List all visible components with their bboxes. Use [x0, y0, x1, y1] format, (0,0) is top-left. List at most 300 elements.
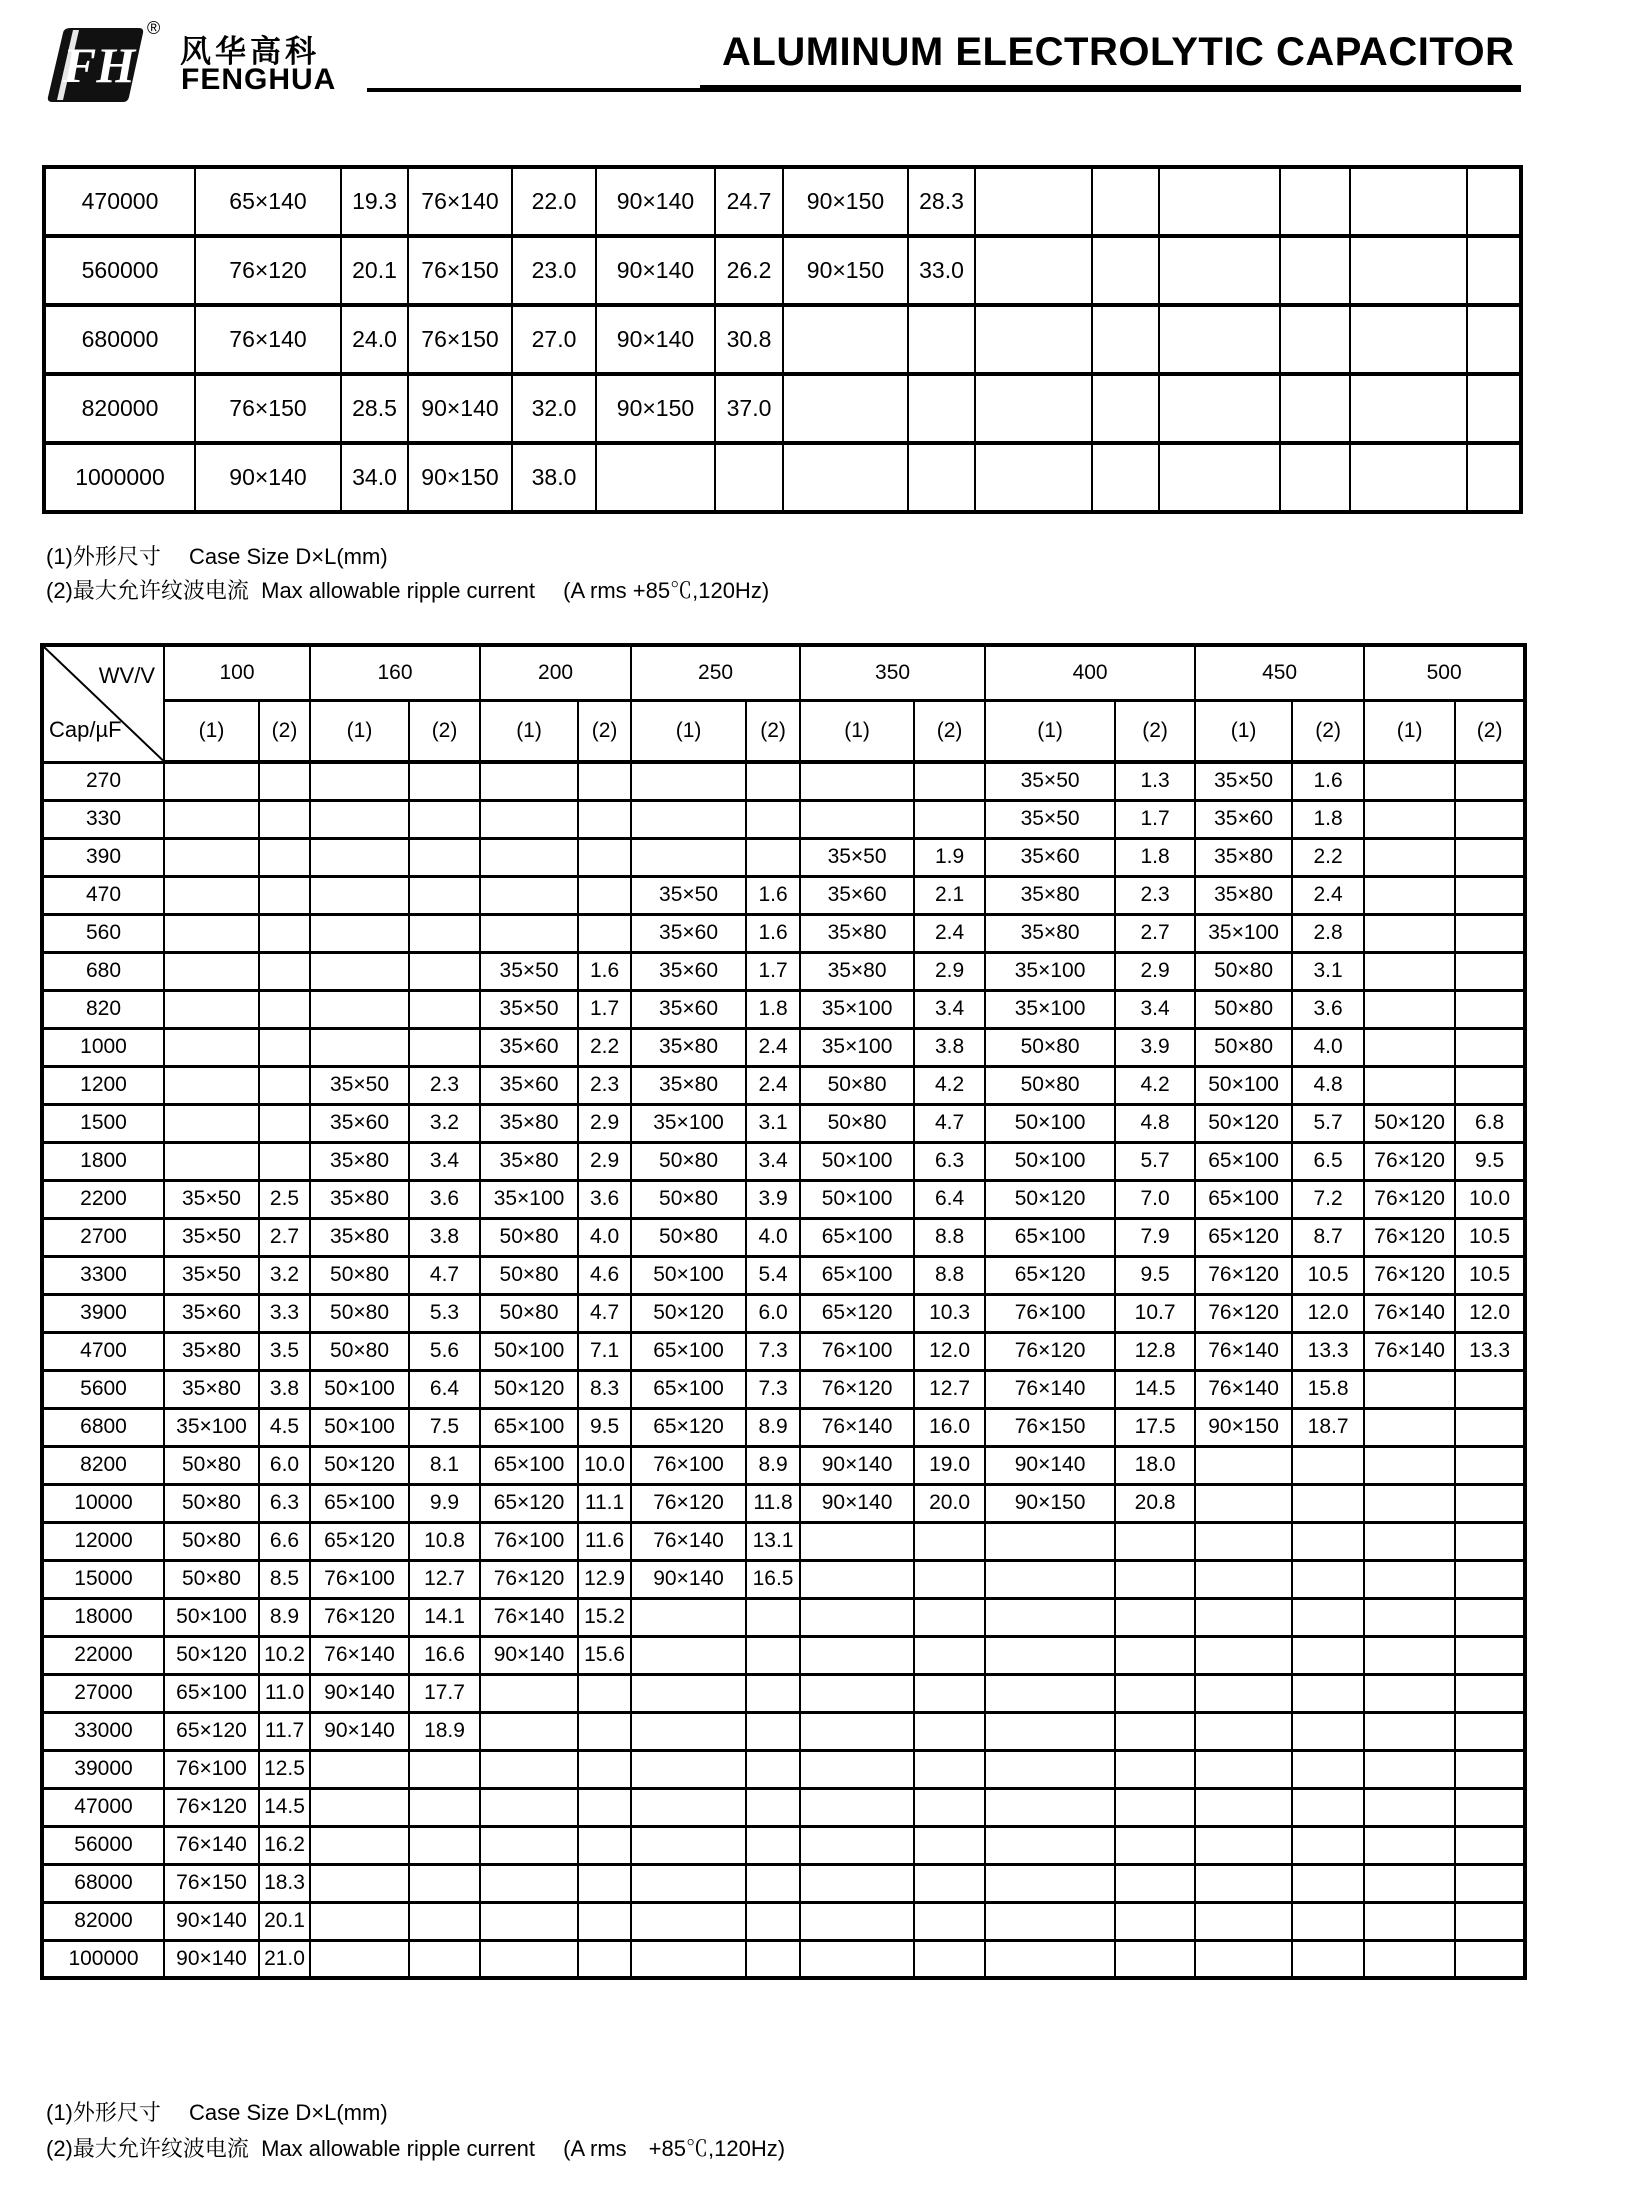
ripple-current-cell: 2.9: [578, 1142, 631, 1180]
ripple-current-cell: 1.6: [1292, 762, 1364, 800]
ripple-current-cell: 10.8: [409, 1522, 480, 1560]
case-size-cell: 35×100: [985, 990, 1115, 1028]
case-size-cell: 50×80: [800, 1104, 914, 1142]
ripple-current-cell: [1092, 305, 1159, 374]
case-size-cell: [164, 952, 259, 990]
ripple-current-subheader-cell: (2): [746, 700, 800, 762]
case-size-cell: 76×120: [195, 236, 341, 305]
ripple-current-cell: 6.4: [914, 1180, 985, 1218]
ripple-current-cell: 3.4: [914, 990, 985, 1028]
case-size-cell: [1159, 236, 1280, 305]
case-size-cell: 35×50: [1195, 762, 1292, 800]
ripple-current-cell: 2.3: [578, 1066, 631, 1104]
ripple-current-cell: 4.6: [578, 1256, 631, 1294]
ripple-current-cell: 12.8: [1115, 1332, 1195, 1370]
ripple-current-cell: [578, 1788, 631, 1826]
case-size-cell: [800, 1864, 914, 1902]
svg-text:FH: FH: [62, 37, 136, 93]
ripple-current-cell: [1292, 1598, 1364, 1636]
case-size-cell: 65×120: [164, 1712, 259, 1750]
case-size-cell: 35×100: [800, 1028, 914, 1066]
ripple-current-cell: 3.4: [1115, 990, 1195, 1028]
case-size-cell: 50×100: [985, 1142, 1115, 1180]
ripple-current-cell: [409, 838, 480, 876]
ripple-current-cell: 10.5: [1292, 1256, 1364, 1294]
ripple-current-cell: 27.0: [512, 305, 596, 374]
case-size-cell: 35×60: [985, 838, 1115, 876]
ripple-current-cell: 1.6: [746, 914, 800, 952]
ripple-current-cell: [1292, 1674, 1364, 1712]
capacitance-cell: 5600: [42, 1370, 164, 1408]
case-size-cell: 76×140: [985, 1370, 1115, 1408]
ripple-current-cell: 5.4: [746, 1256, 800, 1294]
case-size-cell: 35×80: [800, 914, 914, 952]
ripple-current-cell: 1.8: [746, 990, 800, 1028]
case-size-cell: [800, 1712, 914, 1750]
case-size-cell: [1350, 374, 1467, 443]
capacitance-cell: 10000: [42, 1484, 164, 1522]
case-size-cell: 35×100: [1195, 914, 1292, 952]
ripple-current-subheader-cell: (2): [1115, 700, 1195, 762]
case-size-cell: [310, 1788, 409, 1826]
ripple-current-cell: 16.5: [746, 1560, 800, 1598]
ripple-current-cell: 20.0: [914, 1484, 985, 1522]
case-size-cell: [631, 1902, 746, 1940]
ripple-current-cell: 4.8: [1115, 1104, 1195, 1142]
case-size-cell: 76×120: [800, 1370, 914, 1408]
table-row: [42, 1864, 1525, 1902]
case-size-cell: 35×50: [164, 1218, 259, 1256]
ripple-current-cell: 8.7: [1292, 1218, 1364, 1256]
case-size-cell: [480, 1712, 578, 1750]
ripple-current-cell: [1292, 1750, 1364, 1788]
ripple-current-cell: 8.5: [259, 1560, 310, 1598]
table-row: [42, 1142, 1525, 1180]
ripple-current-cell: [1292, 1636, 1364, 1674]
ripple-current-cell: [409, 990, 480, 1028]
ripple-current-cell: [1292, 1826, 1364, 1864]
ripple-current-cell: [409, 1826, 480, 1864]
ripple-current-cell: [1467, 236, 1521, 305]
case-size-cell: 90×150: [408, 443, 512, 512]
ripple-current-cell: 15.2: [578, 1598, 631, 1636]
case-size-cell: [310, 876, 409, 914]
case-size-cell: [310, 800, 409, 838]
brand-name-chinese: 风华高科: [180, 34, 320, 69]
case-size-cell: 35×60: [631, 952, 746, 990]
case-size-cell: [1350, 167, 1467, 236]
ripple-current-cell: 4.7: [578, 1294, 631, 1332]
case-size-cell: 65×100: [1195, 1180, 1292, 1218]
ripple-current-cell: 1.6: [578, 952, 631, 990]
case-size-cell: 35×80: [480, 1104, 578, 1142]
ripple-current-cell: 22.0: [512, 167, 596, 236]
ripple-current-cell: [914, 1636, 985, 1674]
ripple-current-cell: [746, 1750, 800, 1788]
case-size-cell: 35×100: [985, 952, 1115, 990]
ripple-current-cell: [1115, 1788, 1195, 1826]
ripple-current-cell: [409, 800, 480, 838]
case-size-subheader-cell: (1): [1364, 700, 1455, 762]
case-size-cell: [1364, 876, 1455, 914]
case-size-cell: [310, 914, 409, 952]
case-size-cell: 35×80: [310, 1180, 409, 1218]
table-row: [42, 1294, 1525, 1332]
case-size-cell: [631, 1864, 746, 1902]
case-size-cell: [480, 838, 578, 876]
ripple-current-cell: [1467, 374, 1521, 443]
ripple-current-cell: 2.4: [1292, 876, 1364, 914]
case-size-cell: [975, 236, 1092, 305]
ripple-current-cell: [914, 1826, 985, 1864]
ripple-current-cell: 2.9: [1115, 952, 1195, 990]
case-size-cell: [1195, 1522, 1292, 1560]
ripple-current-cell: 12.7: [914, 1370, 985, 1408]
case-size-cell: [1364, 1826, 1455, 1864]
ripple-current-cell: [1115, 1636, 1195, 1674]
case-size-cell: [310, 1750, 409, 1788]
case-size-cell: [310, 1826, 409, 1864]
table-row: [42, 1370, 1525, 1408]
case-size-cell: 35×80: [800, 952, 914, 990]
case-size-cell: 76×150: [408, 305, 512, 374]
ripple-current-cell: [1455, 1370, 1525, 1408]
case-size-cell: [480, 1826, 578, 1864]
case-size-cell: 65×100: [164, 1674, 259, 1712]
case-size-cell: [783, 443, 908, 512]
case-size-cell: 50×100: [631, 1256, 746, 1294]
ripple-current-cell: 7.1: [578, 1332, 631, 1370]
ripple-current-cell: [1280, 305, 1350, 374]
ripple-current-cell: 3.8: [259, 1370, 310, 1408]
capacitance-cell: 560: [42, 914, 164, 952]
table-row: [42, 1332, 1525, 1370]
ripple-current-cell: 2.2: [1292, 838, 1364, 876]
case-size-cell: 90×140: [310, 1712, 409, 1750]
ripple-current-cell: 12.9: [578, 1560, 631, 1598]
ripple-current-cell: [259, 762, 310, 800]
case-size-cell: 76×140: [408, 167, 512, 236]
case-size-cell: [310, 952, 409, 990]
ripple-current-cell: [1292, 1864, 1364, 1902]
table-row: [42, 990, 1525, 1028]
case-size-cell: [480, 1940, 578, 1978]
case-size-cell: [800, 1788, 914, 1826]
case-size-cell: 50×80: [164, 1484, 259, 1522]
ripple-current-cell: [578, 1902, 631, 1940]
case-size-cell: 50×100: [310, 1370, 409, 1408]
ripple-current-cell: [409, 952, 480, 990]
ripple-current-cell: [1455, 1484, 1525, 1522]
case-size-cell: 90×140: [164, 1902, 259, 1940]
case-size-cell: 35×60: [164, 1294, 259, 1332]
ripple-current-cell: [914, 1522, 985, 1560]
table-row: [42, 1104, 1525, 1142]
case-size-cell: 35×100: [800, 990, 914, 1028]
ripple-current-cell: 9.9: [409, 1484, 480, 1522]
case-size-cell: 50×80: [480, 1294, 578, 1332]
capacitance-label: Cap/µF: [49, 716, 122, 742]
case-size-cell: 50×80: [631, 1142, 746, 1180]
ripple-current-cell: 1.7: [746, 952, 800, 990]
case-size-cell: 90×140: [310, 1674, 409, 1712]
ripple-current-cell: [578, 1940, 631, 1978]
ripple-current-cell: [1455, 990, 1525, 1028]
case-size-cell: [164, 1028, 259, 1066]
capacitance-cell: 18000: [42, 1598, 164, 1636]
ripple-current-cell: 23.0: [512, 236, 596, 305]
case-size-cell: 50×120: [310, 1446, 409, 1484]
table-row: [42, 1028, 1525, 1066]
ripple-current-cell: 2.4: [914, 914, 985, 952]
case-size-cell: [800, 1940, 914, 1978]
ripple-current-cell: [746, 800, 800, 838]
case-size-cell: 35×50: [480, 990, 578, 1028]
case-size-cell: 35×80: [985, 914, 1115, 952]
ripple-current-cell: 7.0: [1115, 1180, 1195, 1218]
capacitance-cell: 82000: [42, 1902, 164, 1940]
ripple-current-cell: 3.6: [1292, 990, 1364, 1028]
ripple-current-cell: [746, 1940, 800, 1978]
case-size-cell: 35×80: [1195, 876, 1292, 914]
case-size-cell: 90×140: [800, 1446, 914, 1484]
ripple-current-cell: 20.1: [341, 236, 408, 305]
case-size-cell: 35×50: [310, 1066, 409, 1104]
case-size-cell: 35×60: [480, 1028, 578, 1066]
ripple-current-cell: [1115, 1712, 1195, 1750]
ripple-current-cell: 2.5: [259, 1180, 310, 1218]
table-row: [42, 914, 1525, 952]
case-size-cell: [985, 1712, 1115, 1750]
ripple-current-cell: 7.9: [1115, 1218, 1195, 1256]
capacitance-cell: 470: [42, 876, 164, 914]
ripple-current-cell: [914, 1674, 985, 1712]
case-size-cell: 76×100: [310, 1560, 409, 1598]
case-size-cell: [310, 1028, 409, 1066]
capacitance-cell: 2200: [42, 1180, 164, 1218]
case-size-cell: [480, 762, 578, 800]
case-size-cell: [1364, 838, 1455, 876]
case-size-subheader-cell: (1): [480, 700, 578, 762]
table-row: [44, 167, 1521, 236]
case-size-subheader-cell: (1): [800, 700, 914, 762]
ripple-current-table-continuation: [42, 165, 1523, 514]
case-size-cell: [1195, 1788, 1292, 1826]
ripple-current-cell: [259, 990, 310, 1028]
case-size-cell: 35×80: [164, 1332, 259, 1370]
case-size-cell: [800, 1598, 914, 1636]
case-size-cell: [800, 1750, 914, 1788]
corner-cell: [42, 645, 164, 762]
case-size-cell: [1364, 990, 1455, 1028]
note-case-size: (1)外形尺寸 Case Size D×L(mm): [46, 544, 388, 569]
ripple-current-cell: 12.5: [259, 1750, 310, 1788]
case-size-cell: 65×100: [631, 1332, 746, 1370]
ripple-current-cell: 1.6: [746, 876, 800, 914]
ripple-current-cell: [1455, 1636, 1525, 1674]
case-size-cell: [1195, 1940, 1292, 1978]
ripple-current-cell: 6.0: [746, 1294, 800, 1332]
ripple-current-cell: 3.8: [914, 1028, 985, 1066]
ripple-current-cell: [1455, 800, 1525, 838]
case-size-cell: 76×150: [195, 374, 341, 443]
case-size-cell: [1364, 1484, 1455, 1522]
capacitance-cell: 560000: [44, 236, 195, 305]
case-size-cell: 76×140: [1364, 1294, 1455, 1332]
capacitance-cell: 1000: [42, 1028, 164, 1066]
ripple-current-cell: 8.8: [914, 1218, 985, 1256]
case-size-cell: 50×120: [631, 1294, 746, 1332]
capacitance-cell: 56000: [42, 1826, 164, 1864]
capacitance-cell: 8200: [42, 1446, 164, 1484]
voltage-header-cell: 100: [164, 645, 310, 700]
case-size-cell: 50×100: [164, 1598, 259, 1636]
table-row: [42, 1560, 1525, 1598]
ripple-current-cell: 8.1: [409, 1446, 480, 1484]
case-size-cell: [985, 1902, 1115, 1940]
case-size-cell: [164, 838, 259, 876]
ripple-current-cell: 10.3: [914, 1294, 985, 1332]
voltage-header-cell: 400: [985, 645, 1195, 700]
ripple-current-cell: [409, 1864, 480, 1902]
voltage-header-cell: 250: [631, 645, 800, 700]
header-rule-right: [700, 85, 1521, 92]
case-size-cell: 76×120: [1364, 1256, 1455, 1294]
ripple-current-cell: 6.0: [259, 1446, 310, 1484]
ripple-current-cell: [1455, 1788, 1525, 1826]
ripple-current-cell: [1455, 838, 1525, 876]
ripple-current-cell: 3.2: [259, 1256, 310, 1294]
case-size-cell: 50×100: [310, 1408, 409, 1446]
ripple-current-cell: [908, 305, 975, 374]
ripple-current-cell: [1455, 1408, 1525, 1446]
ripple-current-cell: 11.0: [259, 1674, 310, 1712]
capacitance-cell: 22000: [42, 1636, 164, 1674]
capacitance-cell: 820: [42, 990, 164, 1028]
case-size-cell: 50×100: [1195, 1066, 1292, 1104]
ripple-current-cell: 2.1: [914, 876, 985, 914]
case-size-cell: 50×120: [164, 1636, 259, 1674]
ripple-current-cell: [746, 1902, 800, 1940]
ripple-current-cell: 10.0: [1455, 1180, 1525, 1218]
case-size-cell: [310, 1940, 409, 1978]
ripple-current-cell: [1455, 1864, 1525, 1902]
case-size-cell: [631, 800, 746, 838]
ripple-current-cell: [409, 1788, 480, 1826]
case-size-cell: 76×120: [1364, 1180, 1455, 1218]
case-size-cell: [1350, 443, 1467, 512]
case-size-cell: [164, 1104, 259, 1142]
registered-trademark-icon: ®: [147, 18, 161, 38]
case-size-cell: 76×120: [1364, 1218, 1455, 1256]
header-rule-left: [367, 88, 712, 92]
capacitance-cell: 270: [42, 762, 164, 800]
case-size-cell: 50×80: [631, 1180, 746, 1218]
voltage-header-row: [42, 645, 1525, 700]
case-size-cell: [164, 800, 259, 838]
ripple-current-cell: [578, 914, 631, 952]
ripple-current-cell: 11.6: [578, 1522, 631, 1560]
ripple-current-cell: [578, 800, 631, 838]
ripple-current-cell: [259, 876, 310, 914]
case-size-cell: 76×150: [408, 236, 512, 305]
ripple-current-cell: 12.0: [914, 1332, 985, 1370]
case-size-cell: [1195, 1598, 1292, 1636]
ripple-current-cell: 3.9: [1115, 1028, 1195, 1066]
ripple-current-cell: 2.2: [578, 1028, 631, 1066]
ripple-current-cell: 1.7: [578, 990, 631, 1028]
ripple-current-cell: 17.7: [409, 1674, 480, 1712]
ripple-current-cell: [1115, 1940, 1195, 1978]
case-size-cell: 50×80: [1195, 990, 1292, 1028]
ripple-current-cell: [578, 1674, 631, 1712]
ripple-current-cell: 12.0: [1292, 1294, 1364, 1332]
case-size-cell: [985, 1750, 1115, 1788]
ripple-current-cell: 33.0: [908, 236, 975, 305]
case-size-cell: 35×60: [631, 990, 746, 1028]
ripple-current-cell: [1467, 167, 1521, 236]
capacitance-cell: 33000: [42, 1712, 164, 1750]
ripple-current-cell: 8.9: [746, 1446, 800, 1484]
ripple-current-cell: 10.0: [578, 1446, 631, 1484]
case-size-cell: [631, 1940, 746, 1978]
ripple-current-cell: 18.0: [1115, 1446, 1195, 1484]
ripple-current-cell: 10.7: [1115, 1294, 1195, 1332]
case-size-cell: [310, 990, 409, 1028]
case-size-cell: [985, 1674, 1115, 1712]
case-size-cell: 90×150: [1195, 1408, 1292, 1446]
capacitance-cell: 1000000: [44, 443, 195, 512]
case-size-cell: [1364, 1522, 1455, 1560]
ripple-current-cell: 3.5: [259, 1332, 310, 1370]
ripple-current-cell: [746, 1674, 800, 1712]
ripple-current-cell: 4.5: [259, 1408, 310, 1446]
case-size-cell: 50×100: [480, 1332, 578, 1370]
capacitance-cell: 1800: [42, 1142, 164, 1180]
case-size-cell: [631, 762, 746, 800]
ripple-current-cell: [1455, 1446, 1525, 1484]
ripple-current-cell: 4.0: [1292, 1028, 1364, 1066]
voltage-header-cell: 350: [800, 645, 985, 700]
ripple-current-cell: 2.7: [259, 1218, 310, 1256]
capacitance-cell: 6800: [42, 1408, 164, 1446]
ripple-current-cell: [1455, 1598, 1525, 1636]
case-size-cell: 50×120: [985, 1180, 1115, 1218]
ripple-current-cell: 21.0: [259, 1940, 310, 1978]
case-size-cell: [1159, 374, 1280, 443]
case-size-cell: 35×100: [480, 1180, 578, 1218]
ripple-current-cell: 5.7: [1115, 1142, 1195, 1180]
case-size-cell: 35×60: [800, 876, 914, 914]
ripple-current-cell: 8.9: [746, 1408, 800, 1446]
ripple-current-subheader-cell: (2): [259, 700, 310, 762]
brand-name-english: FENGHUA: [181, 63, 337, 96]
case-size-cell: 35×80: [631, 1028, 746, 1066]
case-size-subheader-cell: (1): [631, 700, 746, 762]
ripple-current-cell: [1280, 443, 1350, 512]
case-size-cell: [631, 1826, 746, 1864]
ripple-current-cell: 16.6: [409, 1636, 480, 1674]
case-size-cell: 76×100: [164, 1750, 259, 1788]
ripple-current-cell: 8.8: [914, 1256, 985, 1294]
case-size-cell: 76×120: [164, 1788, 259, 1826]
capacitance-cell: 27000: [42, 1674, 164, 1712]
ripple-current-cell: [1092, 443, 1159, 512]
case-size-cell: 35×80: [985, 876, 1115, 914]
ripple-current-cell: 3.1: [746, 1104, 800, 1142]
capacitance-cell: 680000: [44, 305, 195, 374]
ripple-current-cell: [746, 838, 800, 876]
